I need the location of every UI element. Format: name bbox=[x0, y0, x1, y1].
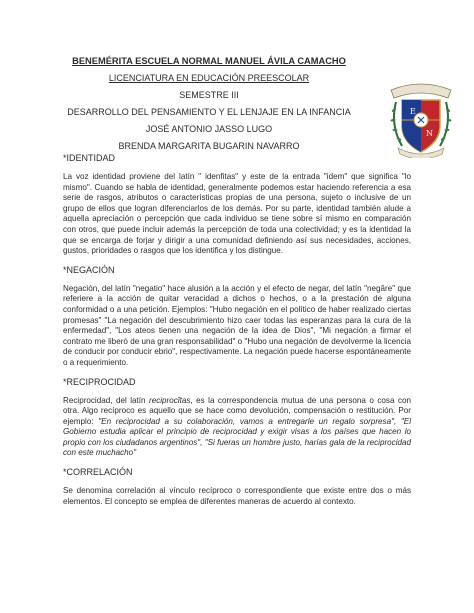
paragraph-reciprocidad-text-a: Reciprocidad, del latín bbox=[63, 395, 150, 405]
paragraph-negacion: Negación, del latín "negatio" hace alusión a la acción y el efecto de negar, del latín "negâre" que referiere a la acción de quitar veracidad a dichos o hechos, o a la prestación de alguna conformidad o a una petición. Ejemplos: "Hubo negación en el político de haber realizado ciertas promesas" "La negación del descubrimiento hizo caer todas las esperanzas para la cura de la enfermedad", "Los ateos tienen una negación de la idea de Dios", "Mi negación a firmar el contrato me liberó de una gran responsabilidad" o "Hubo una negación de devolverme la licencia de conducir por conducir ebrio", respectivamente. La negación puede hacerse espontáneamente o a requerimiento. bbox=[63, 283, 411, 367]
degree-name: LICENCIATURA EN EDUCACIÓN PREESCOLAR bbox=[108, 73, 310, 83]
section-heading-reciprocidad: *RECIPROCIDAD bbox=[63, 376, 136, 387]
student-name: BRENDA MARGARITA BUGARIN NAVARRO bbox=[118, 141, 300, 151]
school-crest-logo bbox=[388, 80, 454, 158]
course-name: DESARROLLO DEL PENSAMIENTO Y EL LENJAJE EN LA INFANCIA bbox=[67, 107, 351, 117]
section-heading-negacion: *NEGACIÓN bbox=[63, 264, 115, 275]
school-name: BENEMÉRITA ESCUELA NORMAL MANUEL ÁVILA CAMACHO bbox=[72, 56, 346, 66]
latin-term: reciprocĭtas bbox=[149, 395, 191, 405]
reciprocidad-examples: "En reciprocidad a su colaboración, vamos a entregarle un regalo sorpresa", "El Gobierno estudia aplicar el principio de reciprocidad y exigir visas a los países que hacen lo propio con los ciudadanos argentinos", "Si fueras un hombre justo, harías gala de la reciprocidad con este muchacho" bbox=[63, 416, 411, 458]
paragraph-identidad: La voz identidad proviene del latín " idenfitas" y este de la entrada "idem" que significa "lo mismo". Cuando se habla de identidad, generalmente podemos estar haciendo referencia a esa serie de rasgos, atributos o características propias de una persona, sujeto o inclusive de un grupo de ellos que logran diferenciarlos de los demás. Por su parte, identidad también alude a aquella apreciación o percepción que cada individuo se tiene sobre sí mismo en comparación con otros, que puede incluir además la percepción de toda una colectividad; y es la identidad la que se encarga de forjar y dirigir a una comunidad definiendo así sus necesidades, acciones, gustos, prioridades o rasgos que los identifica y los distingue. bbox=[63, 172, 411, 256]
semester-label: SEMESTRE III bbox=[179, 90, 239, 100]
svg-text:N: N bbox=[426, 129, 433, 138]
paragraph-reciprocidad bbox=[63, 396, 411, 460]
paragraph-correlacion: Se denomina correlación al vínculo recíproco o correspondiente que existe entre dos o más elementos. El concepto se emplea de diferentes maneras de acuerdo al contexto. bbox=[63, 486, 411, 506]
svg-text:E: E bbox=[410, 107, 416, 116]
teacher-name: JOSÉ ANTONIO JASSO LUGO bbox=[145, 124, 273, 134]
document-body bbox=[63, 153, 411, 515]
section-heading-identidad: *IDENTIDAD bbox=[63, 153, 116, 163]
paragraph-reciprocidad-text-b: , es la correspondencia mutua de una persona o cosa con otra. Algo recíproco es aquello que se hace como devolución, compensación o restitución. Por ejemplo: bbox=[63, 395, 411, 426]
section-heading-correlacion: *CORRELACIÓN bbox=[63, 467, 133, 478]
